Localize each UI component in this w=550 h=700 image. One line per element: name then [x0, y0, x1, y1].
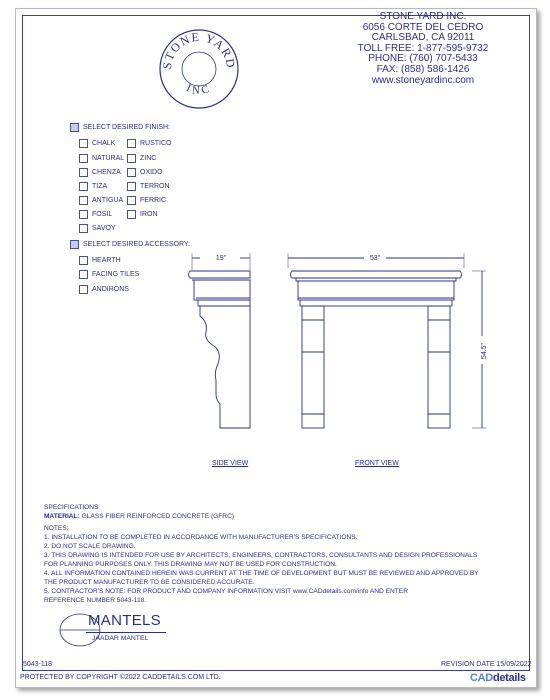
material-value: GLASS FIBER REINFORCED CONCRETE (GFRC): [81, 513, 235, 520]
finish-option-rustico[interactable]: [127, 139, 172, 148]
finish-option-oxido[interactable]: [127, 168, 163, 177]
checkbox[interactable]: [79, 256, 88, 265]
finish-option-natural[interactable]: [79, 154, 124, 163]
finish-option-antigua[interactable]: [79, 196, 123, 205]
option-label: CHALK: [92, 140, 116, 147]
logo-ring-top: STONE YARD: [159, 29, 239, 70]
note-5[interactable]: 5. CONTRACTOR'S NOTE: FOR PRODUCT AND COMPANY INFORMATION VISIT www.CADdetails.com/info AND ENTER: [44, 588, 408, 595]
finish-option-chenza[interactable]: [79, 168, 121, 177]
checkbox[interactable]: [79, 168, 88, 177]
front-view-label: FRONT VIEW: [355, 460, 399, 467]
option-label: FACING TILES: [92, 271, 140, 278]
option-label: FOSIL: [92, 211, 113, 218]
logo-ring-bottom: INC: [184, 82, 214, 98]
option-label: TIZA: [92, 183, 108, 190]
accessory-option-hearth[interactable]: [79, 256, 121, 265]
checkbox[interactable]: [79, 224, 88, 233]
company-toll-free: TOLL FREE: 1-877-595-9732: [357, 42, 489, 54]
finish-heading-label: SELECT DESIRED FINISH:: [83, 124, 171, 131]
revision-date: REVISION DATE 15/09/2022: [441, 661, 532, 668]
option-label: OXIDO: [140, 169, 163, 176]
accessory-heading[interactable]: [70, 240, 190, 249]
checkbox[interactable]: [79, 285, 88, 294]
note-4-cont: THE PRODUCT MANUFACTURER TO BE CONSIDERED ACCURATE.: [44, 579, 255, 586]
company-website[interactable]: www.stoneyardinc.com: [371, 74, 475, 86]
note-3: 3. THIS DRAWING IS INTENDED FOR USE BY ARCHITECTS, ENGINEERS, CONTRACTORS, CONSULTANTS AND DESIGN PROFESSIONALS: [44, 552, 478, 559]
option-label: SAVOY: [92, 225, 116, 232]
reference-number: 5043-118: [23, 661, 53, 668]
side-width-dimension: 19": [215, 255, 227, 262]
option-label: NATURAL: [92, 155, 125, 162]
drawing-title: MANTELS: [88, 612, 161, 629]
finish-heading-checkbox[interactable]: [70, 123, 79, 132]
company-fax: FAX: (858) 586-1426: [376, 63, 470, 75]
option-label: TERRON: [140, 183, 170, 190]
accessory-option-facing-tiles[interactable]: [79, 270, 139, 279]
finish-option-tiza[interactable]: [79, 182, 107, 191]
checkbox[interactable]: [127, 139, 136, 148]
caddetails-logo[interactable]: [470, 672, 526, 684]
finish-option-terron[interactable]: [127, 182, 170, 191]
specs-heading: SPECIFICATIONS: [44, 504, 99, 511]
note-2: 2. DO NOT SCALE DRAWING.: [44, 543, 136, 550]
option-label: ANDIRONS: [92, 286, 129, 293]
option-label: IRON: [140, 211, 158, 218]
checkbox[interactable]: [127, 210, 136, 219]
finish-option-iron[interactable]: [127, 210, 158, 219]
notes-heading: NOTES:: [44, 525, 69, 532]
front-width-dimension: 53": [369, 255, 381, 262]
checkbox[interactable]: [79, 270, 88, 279]
checkbox[interactable]: [127, 182, 136, 191]
note-4: 4. ALL INFORMATION CONTAINED HEREIN WAS CURRENT AT THE TIME OF DEVELOPMENT BUT MUST BE REVIEWED AND APPROVED BY: [44, 570, 479, 577]
note-1: 1. INSTALLATION TO BE COMPLETED IN ACCORDANCE WITH MANUFACTURER'S SPECIFICATIONS.: [44, 534, 358, 541]
option-label: ZINC: [140, 155, 157, 162]
company-street: 6056 CORTE DEL CEDRO: [362, 21, 484, 33]
company-city: CARLSBAD, CA 92011: [371, 32, 475, 44]
option-label: FERRIC: [140, 197, 167, 204]
finish-option-savoy[interactable]: [79, 224, 116, 233]
material-label: MATERIAL:: [44, 513, 80, 520]
finish-option-fosil[interactable]: [79, 210, 112, 219]
logo-text-details: details: [492, 672, 526, 684]
checkbox[interactable]: [79, 154, 88, 163]
checkbox[interactable]: [79, 196, 88, 205]
accessory-heading-checkbox[interactable]: [70, 240, 79, 249]
note-3-cont: FOR PLANNING PURPOSES ONLY. THIS DRAWING MAY NOT BE USED FOR CONSTRUCTION.: [44, 561, 337, 568]
finish-heading[interactable]: [70, 123, 170, 132]
company-phone: PHONE: (760) 707-5433: [368, 53, 478, 65]
mantel-side-view: [188, 248, 266, 443]
option-label: CHENZA: [92, 169, 121, 176]
material-line: [44, 513, 234, 520]
front-height-dimension: 54.5": [481, 342, 488, 360]
checkbox[interactable]: [127, 168, 136, 177]
option-label: RUSTICO: [140, 140, 172, 147]
logo-text-cad: CAD: [470, 672, 493, 684]
option-label: ANTIGUA: [92, 197, 124, 204]
checkbox[interactable]: [127, 196, 136, 205]
finish-option-chalk[interactable]: [79, 139, 115, 148]
company-name: STONE YARD INC.: [379, 11, 467, 22]
side-view-label: SIDE VIEW: [212, 460, 249, 467]
checkbox[interactable]: [79, 210, 88, 219]
stone-yard-logo: [158, 28, 240, 110]
copyright-notice: PROTECTED BY COPYRIGHT ©2022 CADDETAILS.COM LTD.: [20, 674, 221, 681]
checkbox[interactable]: [127, 154, 136, 163]
company-info: [338, 12, 508, 86]
checkbox[interactable]: [79, 139, 88, 148]
drawing-subtitle: JAADAR MANTEL: [92, 635, 149, 642]
finish-option-ferric[interactable]: [127, 196, 166, 205]
note-5-cont: REFERENCE NUMBER 5043-118.: [44, 597, 147, 604]
title-underline: [86, 632, 166, 633]
option-label: HEARTH: [92, 257, 121, 264]
accessory-option-andirons[interactable]: [79, 285, 129, 294]
mantel-front-view: [286, 248, 498, 443]
checkbox[interactable]: [79, 182, 88, 191]
finish-option-zinc[interactable]: [127, 154, 156, 163]
accessory-heading-label: SELECT DESIRED ACCESSORY:: [83, 241, 191, 248]
